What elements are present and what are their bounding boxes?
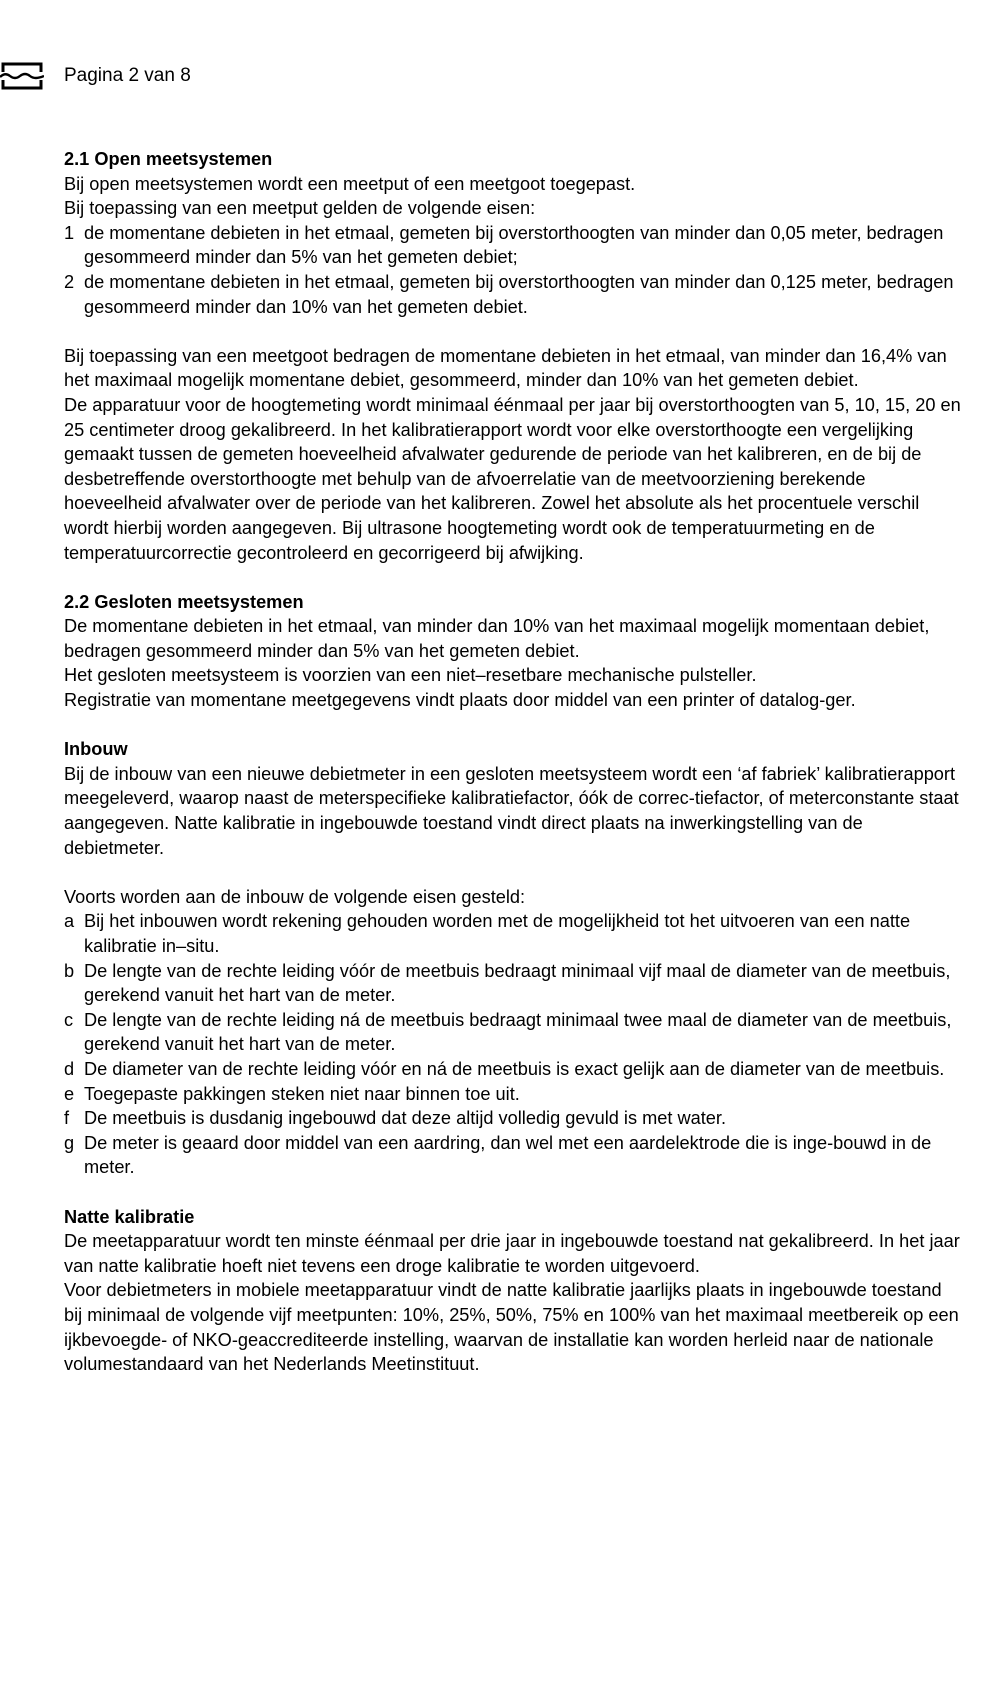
paragraph: Bij open meetsystemen wordt een meetput of een meetgoot toegepast. <box>64 173 636 194</box>
paragraph: De apparatuur voor de hoogtemeting wordt minimaal éénmaal per jaar bij overstorthoogten van 5, 10, 15, 20 en 25 centimeter droog gekalibreerd. In het kalibratierapport wordt voor elke overstorthoogte een vergelijking gemaakt tussen de gemeten hoeveelheid afvalwater gedurende de periode van het kalibreren, en de bij de desbetreffende overstorthoogte met behulp van de afvoerrelatie van de meetvoorziening berekende hoeveelheid afvalwater over de periode van het kalibreren. Zowel het absolute als het procentuele verschil wordt hierbij worden aangegeven. Bij ultrasone hoogtemeting wordt ook de temperatuurmeting en de temperatuurcorrectie gecontroleerd en gecorrigeerd bij afwijking. <box>64 394 961 563</box>
list-marker: c <box>64 1009 74 1030</box>
list-marker: b <box>64 960 75 981</box>
list-item-text: Toegepaste pakkingen steken niet naar binnen toe uit. <box>84 1083 520 1104</box>
list-marker: f <box>64 1108 70 1129</box>
paragraph: De meetapparatuur wordt ten minste éénmaal per drie jaar in ingebouwde toestand nat gekalibreerd. In het jaar van natte kalibratie hoeft niet tevens een droge kalibratie te worden uitgevoerd. <box>64 1231 960 1276</box>
list-item <box>64 270 964 319</box>
list-marker: 2 <box>64 271 75 292</box>
paragraph: De momentane debieten in het etmaal, van minder dan 10% van het maximaal mogelijk momentaan debiet, bedragen gesommeerd minder dan 5% van het gemeten debiet. <box>64 616 930 661</box>
page-number: Pagina 2 van 8 <box>64 65 191 86</box>
list-item-text: de momentane debieten in het etmaal, gemeten bij overstorthoogten van minder dan 0,05 meter, bedragen gesommeerd minder dan 5% van het gemeten debiet; <box>84 222 944 268</box>
list-item <box>64 1008 964 1057</box>
paragraph: Bij de inbouw van een nieuwe debietmeter in een gesloten meetsysteem wordt een ‘af fabriek’ kalibratierapport meegeleverd, waarop naast de meterspecifieke kalibratiefactor, óók de correc-tiefactor, of meterconstante staat aangegeven. Natte kalibratie in ingebouwde toestand vindt direct plaats na inwerkingstelling van de debietmeter. <box>64 763 959 858</box>
list-item-text: Bij het inbouwen wordt rekening gehouden worden met de mogelijkheid tot het uitvoeren van een natte kalibratie in–situ. <box>84 911 911 956</box>
list-item <box>64 1057 964 1082</box>
list-item-text: De diameter van de rechte leiding vóór en ná de meetbuis is exact gelijk aan de diameter van de meetbuis. <box>84 1058 945 1079</box>
paragraph: Het gesloten meetsysteem is voorzien van een niet–resetbare mechanische pulsteller. <box>64 665 757 686</box>
list-item <box>64 1106 964 1131</box>
paragraph: Registratie van momentane meetgegevens vindt plaats door middel van een printer of datalog-ger. <box>64 690 856 711</box>
list-marker: a <box>64 911 75 932</box>
paragraph: Bij toepassing van een meetgoot bedragen de momentane debieten in het etmaal, van minder dan 16,4% van het maximaal mogelijk momentane debiet, gesommeerd, minder dan 10% van het gemeten debiet. <box>64 345 947 391</box>
section-natte-kalibratie <box>64 1205 964 1377</box>
list-item <box>64 909 964 958</box>
list-item-text: De meetbuis is dusdanig ingebouwd dat deze altijd volledig gevuld is met water. <box>84 1108 726 1129</box>
list-marker: d <box>64 1058 75 1079</box>
list-item <box>64 1131 964 1180</box>
list-marker: e <box>64 1083 75 1104</box>
list-item-text: de momentane debieten in het etmaal, gemeten bij overstorthoogten van minder dan 0,125 meter, bedragen gesommeerd minder dan 10% van het gemeten debiet. <box>84 271 954 317</box>
list-item-text: De lengte van de rechte leiding vóór de meetbuis bedraagt minimaal vijf maal de diameter van de meetbuis, gerekend vanuit het hart van de meter. <box>84 960 951 1006</box>
list-item <box>64 221 964 270</box>
paragraph: Bij toepassing van een meetput gelden de volgende eisen: <box>64 198 536 219</box>
section-heading: Natte kalibratie <box>64 1206 195 1227</box>
paragraph: Voorts worden aan de inbouw de volgende eisen gesteld: <box>64 886 526 907</box>
water-weir-icon <box>0 61 44 91</box>
requirements-list <box>64 221 964 319</box>
paragraph: Voor debietmeters in mobiele meetapparatuur vindt de natte kalibratie jaarlijks plaats in ingebouwde toestand bij minimaal de volgende vijf meetpunten: 10%, 25%, 50%, 75% en 100% van het maximaal meetbereik op een ijkbevoegde- of NKO-geaccrediteerde instelling, waarvan de installatie kan worden herleid naar de nationale volumestandaard van het Nederlands Meetinstituut. <box>64 1280 959 1375</box>
requirements-list <box>64 909 964 1180</box>
section-heading: 2.2 Gesloten meetsystemen <box>64 591 304 612</box>
section-heading: Inbouw <box>64 739 128 760</box>
section-heading: 2.1 Open meetsystemen <box>64 149 273 169</box>
list-item-text: De lengte van de rechte leiding ná de meetbuis bedraagt minimaal twee maal de diameter van de meetbuis, gerekend vanuit het hart van de meter. <box>84 1009 952 1055</box>
list-item-text: De meter is geaard door middel van een aardring, dan wel met een aardelektrode die is inge-bouwd in de meter. <box>84 1132 932 1178</box>
list-marker: 1 <box>64 222 75 243</box>
section-gesloten-meetsystemen <box>64 590 964 713</box>
page-header <box>0 60 191 92</box>
section-open-meetsystemen <box>64 147 964 565</box>
document-body <box>64 147 964 1377</box>
list-item <box>64 959 964 1008</box>
list-item <box>64 1082 964 1107</box>
list-marker: g <box>64 1132 75 1153</box>
section-inbouw <box>64 737 964 1180</box>
